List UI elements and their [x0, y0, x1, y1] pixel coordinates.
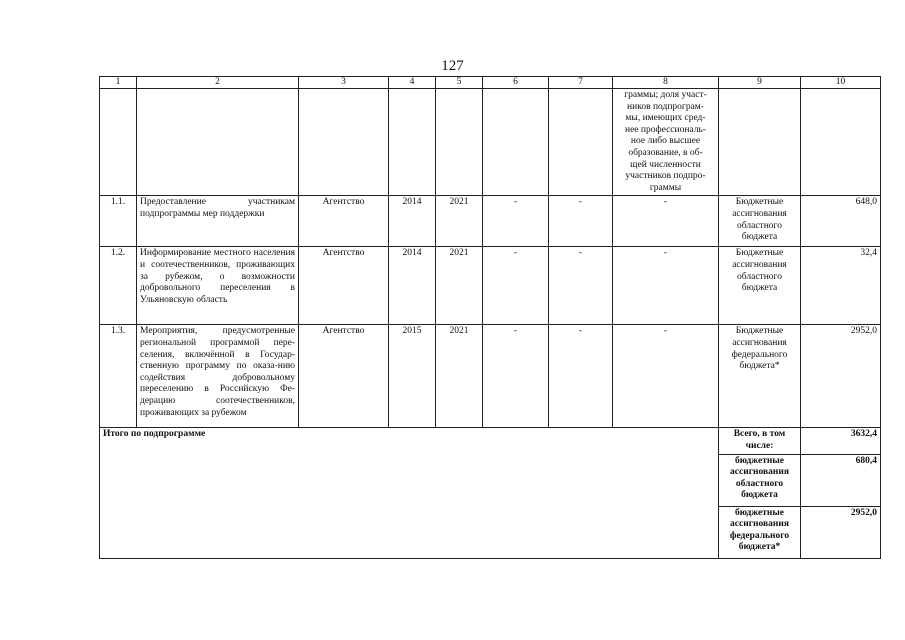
col-number: 5 — [436, 77, 483, 89]
funding-source: Бюджетные ассигнования областного бюджета — [719, 247, 801, 325]
start-year: 2014 — [389, 196, 436, 247]
total-source: Всего, в том числе: — [719, 428, 801, 454]
col-number: 8 — [613, 77, 719, 89]
page-number: 127 — [441, 58, 464, 74]
col-number: 6 — [483, 77, 549, 89]
row-number: 1.3. — [100, 325, 137, 428]
col7-value: - — [549, 247, 613, 325]
funding-source: Бюджетные ассигнования федерального бюджета* — [719, 325, 801, 428]
measure-name: Мероприятия, предусмотренные региональной программой пере-селения, включённой в Государ-ственную программу по оказа-нию содействия добровольному переселению в Российскую Фе-дерацию соотечественников, проживающих за рубежом — [137, 325, 299, 428]
col-number: 2 — [137, 77, 299, 89]
measure-name: Информирование местного населения и соотечественников, проживающих за рубежом, о возможности добровольного переселения в Ульяновскую область — [137, 247, 299, 325]
end-year: 2021 — [436, 247, 483, 325]
program-table — [99, 76, 881, 559]
col-number: 3 — [299, 77, 389, 89]
total-amount: 2952,0 — [801, 506, 881, 558]
funding-source: Бюджетные ассигнования областного бюджета — [719, 196, 801, 247]
col6-value: - — [483, 325, 549, 428]
funding-amount: 648,0 — [801, 196, 881, 247]
col-number: 4 — [389, 77, 436, 89]
row-number: 1.1. — [100, 196, 137, 247]
end-year: 2021 — [436, 196, 483, 247]
total-amount: 3632,4 — [801, 428, 881, 454]
total-amount: 680,4 — [801, 454, 881, 506]
total-source: бюджетные ассигнования федерального бюджета* — [719, 506, 801, 558]
total-row — [100, 428, 881, 454]
col7-value: - — [549, 325, 613, 428]
executor: Агентство — [299, 196, 389, 247]
total-label: Итого по подпрограмме — [100, 428, 719, 558]
executor: Агентство — [299, 247, 389, 325]
table-row — [100, 247, 881, 325]
col8-value: - — [613, 325, 719, 428]
total-source: бюджетные ассигнования областного бюджета — [719, 454, 801, 506]
col-number: 1 — [100, 77, 137, 89]
col-number: 7 — [549, 77, 613, 89]
col7-value: - — [549, 196, 613, 247]
measure-name: Предоставление участникам подпрограммы мер поддержки — [137, 196, 299, 247]
start-year: 2014 — [389, 247, 436, 325]
col8-value: - — [613, 247, 719, 325]
column-number-header — [100, 77, 881, 89]
funding-amount: 2952,0 — [801, 325, 881, 428]
executor: Агентство — [299, 325, 389, 428]
end-year: 2021 — [436, 325, 483, 428]
funding-amount: 32,4 — [801, 247, 881, 325]
col-number: 9 — [719, 77, 801, 89]
table-row — [100, 196, 881, 247]
start-year: 2015 — [389, 325, 436, 428]
continuation-row — [100, 89, 881, 196]
indicator-text: граммы; доля участ- ников подпрограм- мы, имеющих сред- нее профессиональ- ное либо высшее образование, в об- щей численности участников подпро- граммы — [613, 89, 719, 196]
table-row — [100, 325, 881, 428]
row-number: 1.2. — [100, 247, 137, 325]
col6-value: - — [483, 247, 549, 325]
col-number: 10 — [801, 77, 881, 89]
col6-value: - — [483, 196, 549, 247]
col8-value: - — [613, 196, 719, 247]
